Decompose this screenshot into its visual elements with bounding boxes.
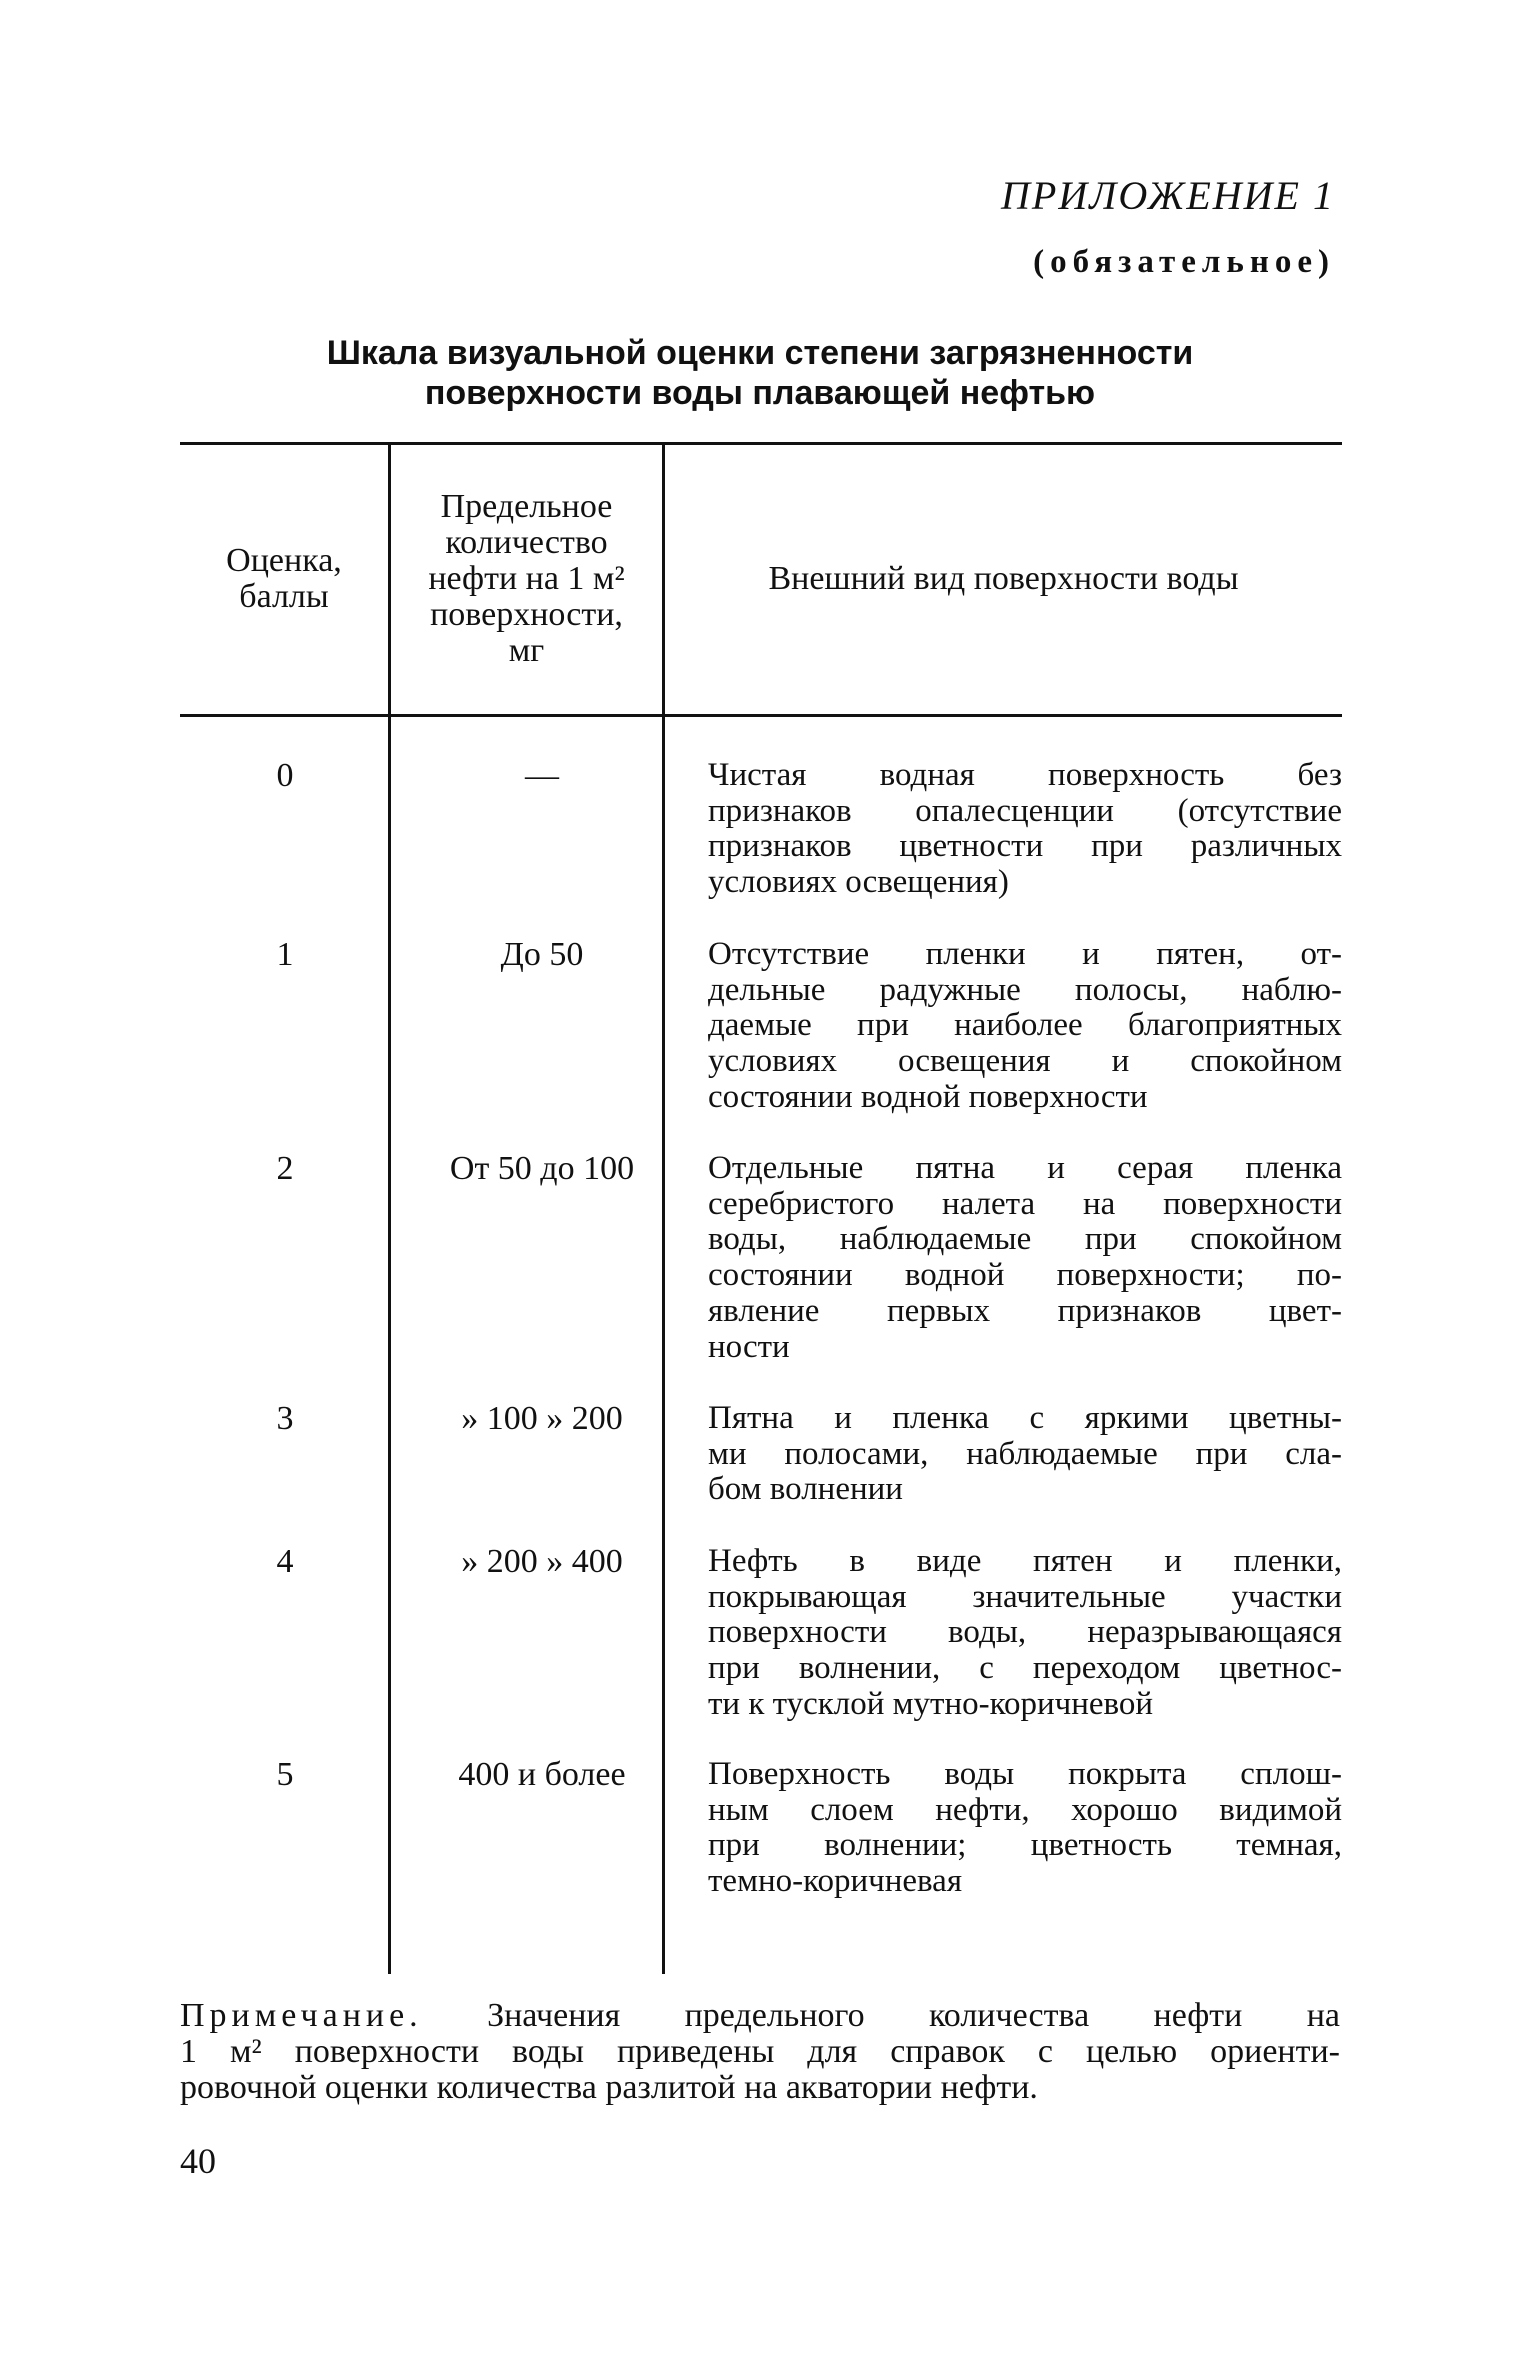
header-amount-line: Предельное xyxy=(440,488,613,525)
row-amount: — xyxy=(525,757,559,794)
description-line: ми полосами, наблюдаемые при сла- xyxy=(708,1435,1342,1472)
note-label: Примечание. xyxy=(180,1997,423,2034)
row-description xyxy=(708,758,1342,901)
row-description xyxy=(708,1757,1342,1900)
description-line: Отсутствие пленки и пятен, от- xyxy=(708,936,1342,972)
row-description xyxy=(708,1544,1342,1723)
description-line: при волнении, с переходом цветнос- xyxy=(708,1650,1342,1687)
row-amount: До 50 xyxy=(500,936,584,973)
header-description xyxy=(665,444,1342,714)
row-score: 0 xyxy=(276,757,294,794)
description-line: покрывающая значительные участки xyxy=(708,1578,1342,1615)
note-text: Значения предельного количества нефти на xyxy=(487,1997,1340,2034)
header-score-line: Оценка, xyxy=(226,542,342,579)
description-line: бом волнении xyxy=(708,1471,903,1508)
row-score: 2 xyxy=(276,1150,294,1187)
header-amount-line: количество xyxy=(445,524,608,561)
row-description xyxy=(708,1151,1342,1365)
description-line: состоянии водной поверхности xyxy=(708,1078,1148,1115)
table-title-line: поверхности воды плавающей нефтью xyxy=(424,374,1096,412)
header-amount-line: нефти на 1 м² xyxy=(428,560,625,597)
description-line: поверхности воды, неразрывающаяся xyxy=(708,1614,1342,1651)
header-score xyxy=(180,444,388,714)
description-line: явление первых признаков цвет- xyxy=(708,1292,1342,1329)
note-line: 1 м² поверхности воды приведены для справок с целью ориенти- xyxy=(180,2033,1340,2070)
description-line: темно-коричневая xyxy=(708,1863,962,1900)
description-line: ти к тусклой мутно-коричневой xyxy=(708,1685,1154,1722)
header-amount xyxy=(391,444,662,714)
description-line: ным слоем нефти, хорошо видимой xyxy=(708,1791,1342,1828)
row-amount: » 100 » 200 xyxy=(461,1400,623,1437)
note-line xyxy=(180,1998,1340,2034)
description-line: дельные радужные полосы, наблю- xyxy=(708,971,1342,1008)
table-title xyxy=(180,333,1340,413)
row-amount: От 50 до 100 xyxy=(449,1150,635,1187)
table-title-line: Шкала визуальной оценки степени загрязненности xyxy=(326,334,1194,372)
table-header-rule xyxy=(180,714,1342,717)
description-line: состоянии водной поверхности; по- xyxy=(708,1257,1342,1294)
note-line: ровочной оценки количества разлитой на акватории нефти. xyxy=(180,2069,1038,2106)
row-description xyxy=(708,937,1342,1116)
header-description-line: Внешний вид поверхности воды xyxy=(768,560,1239,597)
row-score: 3 xyxy=(276,1400,294,1437)
page-number: 40 xyxy=(180,2141,216,2181)
description-line: Нефть в виде пятен и пленки, xyxy=(708,1543,1342,1579)
row-score: 1 xyxy=(276,936,294,973)
header-score-line: баллы xyxy=(239,578,329,615)
header-amount-line: мг xyxy=(508,632,545,669)
description-line: при волнении; цветность темная, xyxy=(708,1827,1342,1864)
description-line: серебристого налета на поверхности xyxy=(708,1185,1342,1222)
description-line: воды, наблюдаемые при спокойном xyxy=(708,1221,1342,1258)
row-score: 4 xyxy=(276,1543,294,1580)
description-line: признаков опалесценции (отсутствие xyxy=(708,792,1342,829)
row-amount: » 200 » 400 xyxy=(461,1543,623,1580)
description-line: признаков цветности при различных xyxy=(708,828,1342,865)
description-line: Чистая водная поверхность без xyxy=(708,757,1342,793)
description-line: Пятна и пленка с яркими цветны- xyxy=(708,1400,1342,1436)
header-amount-line: поверхности, xyxy=(430,596,623,633)
description-line: условиях освещения и спокойном xyxy=(708,1043,1342,1080)
description-line: Поверхность воды покрыта сплош- xyxy=(708,1756,1342,1792)
note xyxy=(180,1998,1340,2106)
appendix-subtitle: (обязательное) xyxy=(1033,244,1335,280)
description-line: даемые при наиболее благоприятных xyxy=(708,1007,1342,1044)
description-line: ности xyxy=(708,1328,790,1365)
description-line: условиях освещения) xyxy=(708,864,1009,901)
row-score: 5 xyxy=(276,1756,294,1793)
row-amount: 400 и более xyxy=(458,1756,626,1793)
row-description xyxy=(708,1401,1342,1508)
description-line: Отдельные пятна и серая пленка xyxy=(708,1150,1342,1186)
appendix-title: ПРИЛОЖЕНИЕ 1 xyxy=(1001,173,1335,218)
